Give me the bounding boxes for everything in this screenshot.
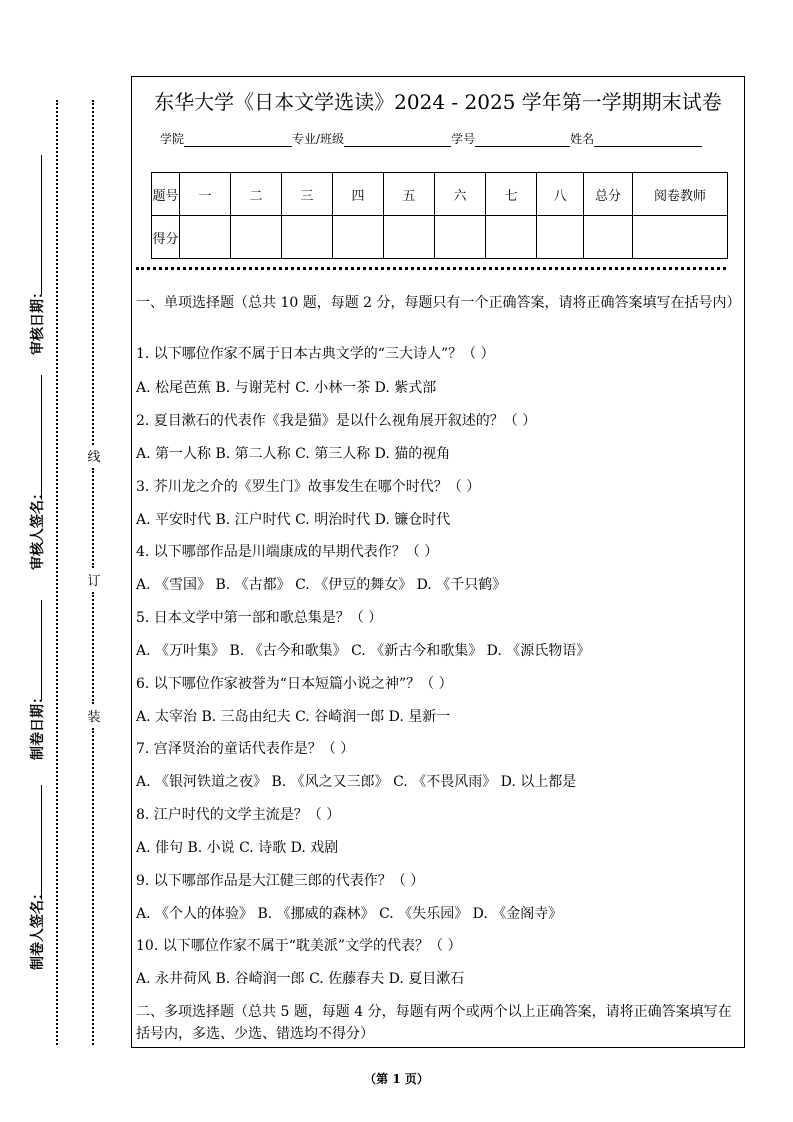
score-table [151, 172, 728, 259]
name-field[interactable] [594, 134, 702, 147]
score-cell[interactable] [537, 216, 584, 259]
question-1-options: A. 松尾芭蕉 B. 与谢芜村 C. 小林一茶 D. 紫式部 [136, 380, 437, 396]
score-cell[interactable] [486, 216, 537, 259]
binding-dotted-line [92, 100, 94, 445]
exam-title: 东华大学《日本文学选读》2024 - 2025 学年第一学期期末试卷 [154, 90, 722, 114]
review-date-label: 审核日期： [30, 285, 46, 355]
maker-signature-label: 制卷人签名： [30, 886, 46, 970]
score-cell[interactable] [231, 216, 282, 259]
score-cell[interactable] [435, 216, 486, 259]
question-2: 2. 夏目漱石的代表作《我是猫》是以什么视角展开叙述的？（ ） [136, 413, 537, 429]
binding-mark-zhuang: 装 [87, 710, 101, 725]
question-6: 6. 以下哪位作家被誉为“日本短篇小说之神”？（ ） [136, 676, 453, 692]
reviewer-signature-label: 审核人签名： [30, 486, 46, 570]
score-header-cell: 总分 [584, 173, 633, 216]
section-1-heading: 一、单项选择题（总共 10 题，每题 2 分，每题只有一个正确答案，请将正确答案填写在括号内） [136, 295, 741, 311]
score-header-cell: 题号 [152, 173, 180, 216]
binding-mark-ding: 订 [87, 574, 101, 589]
score-cell[interactable] [282, 216, 333, 259]
binding-dotted-line [92, 728, 94, 1045]
question-4: 4. 以下哪部作品是川端康成的早期代表作？（ ） [136, 544, 439, 560]
question-6-options: A. 太宰治 B. 三岛由纪夫 C. 谷崎润一郎 D. 星新一 [136, 709, 451, 725]
question-7: 7. 宫泽贤治的童话代表作是？（ ） [136, 741, 355, 757]
score-header-cell: 阅卷教师 [633, 173, 728, 216]
question-4-options: A. 《雪国》 B. 《古都》 C. 《伊豆的舞女》 D. 《千只鹤》 [136, 577, 507, 593]
page-number: （第 1 页） [364, 1072, 429, 1086]
question-10-options: A. 永井荷风 B. 谷崎润一郎 C. 佐藤春夫 D. 夏目漱石 [136, 971, 465, 987]
score-header-cell: 四 [333, 173, 384, 216]
section-2-heading: 二、多项选择题（总共 5 题，每题 4 分，每题有两个或两个以上正确答案，请将正确答案填写在括号内，多选、少选、错选均不得分） [136, 1004, 732, 1042]
question-7-options: A. 《银河铁道之夜》 B. 《风之又三郎》 C. 《不畏风雨》 D. 以上都是 [136, 774, 577, 790]
question-3-options: A. 平安时代 B. 江户时代 C. 明治时代 D. 镰仓时代 [136, 512, 451, 528]
score-cell[interactable] [333, 216, 384, 259]
dotted-separator [136, 267, 726, 270]
college-label: 学院 [160, 132, 185, 146]
student-id-field[interactable] [475, 134, 570, 147]
maker-signature-line [41, 785, 42, 900]
question-9-options: A. 《个人的体验》 B. 《挪威的森林》 C. 《失乐园》 D. 《金阁寺》 [136, 906, 563, 922]
question-9: 9. 以下哪部作品是大江健三郎的代表作？（ ） [136, 873, 425, 889]
question-3: 3. 芥川龙之介的《罗生门》故事发生在哪个时代？（ ） [136, 479, 481, 495]
question-2-options: A. 第一人称 B. 第二人称 C. 第三人称 D. 猫的视角 [136, 446, 451, 462]
score-header-cell: 六 [435, 173, 486, 216]
score-row-label: 得分 [152, 216, 180, 259]
score-cell[interactable] [584, 216, 633, 259]
binding-dotted-line [92, 592, 94, 704]
question-8-options: A. 俳句 B. 小说 C. 诗歌 D. 戏剧 [136, 840, 339, 856]
question-5-options: A. 《万叶集》 B. 《古今和歌集》 C. 《新古今和歌集》 D. 《源氏物语》 [136, 643, 591, 659]
major-field[interactable] [344, 134, 451, 147]
make-date-label: 制卷日期： [30, 690, 46, 760]
review-date-line [41, 155, 42, 295]
score-cell[interactable] [633, 216, 728, 259]
question-8: 8. 江户时代的文学主流是？（ ） [136, 807, 341, 823]
score-cell[interactable] [180, 216, 231, 259]
score-header-cell: 八 [537, 173, 584, 216]
margin-dotted-line-outer [56, 100, 58, 1045]
score-header-cell: 二 [231, 173, 282, 216]
name-label: 姓名 [570, 132, 595, 146]
binding-mark-xian: 线 [87, 450, 101, 465]
score-header-cell: 一 [180, 173, 231, 216]
college-field[interactable] [184, 134, 292, 147]
question-10: 10. 以下哪位作家不属于“耽美派”文学的代表？（ ） [136, 938, 462, 954]
student-id-label: 学号 [451, 132, 476, 146]
score-header-cell: 七 [486, 173, 537, 216]
major-label: 专业/班级 [292, 132, 345, 146]
question-1: 1. 以下哪位作家不属于日本古典文学的“三大诗人”？（ ） [136, 346, 495, 362]
reviewer-signature-line [41, 375, 42, 500]
question-5: 5. 日本文学中第一部和歌总集是？（ ） [136, 610, 383, 626]
score-cell[interactable] [384, 216, 435, 259]
score-header-cell: 三 [282, 173, 333, 216]
binding-dotted-line [92, 468, 94, 568]
score-header-cell: 五 [384, 173, 435, 216]
make-date-line [41, 600, 42, 700]
student-info-row [160, 130, 702, 147]
